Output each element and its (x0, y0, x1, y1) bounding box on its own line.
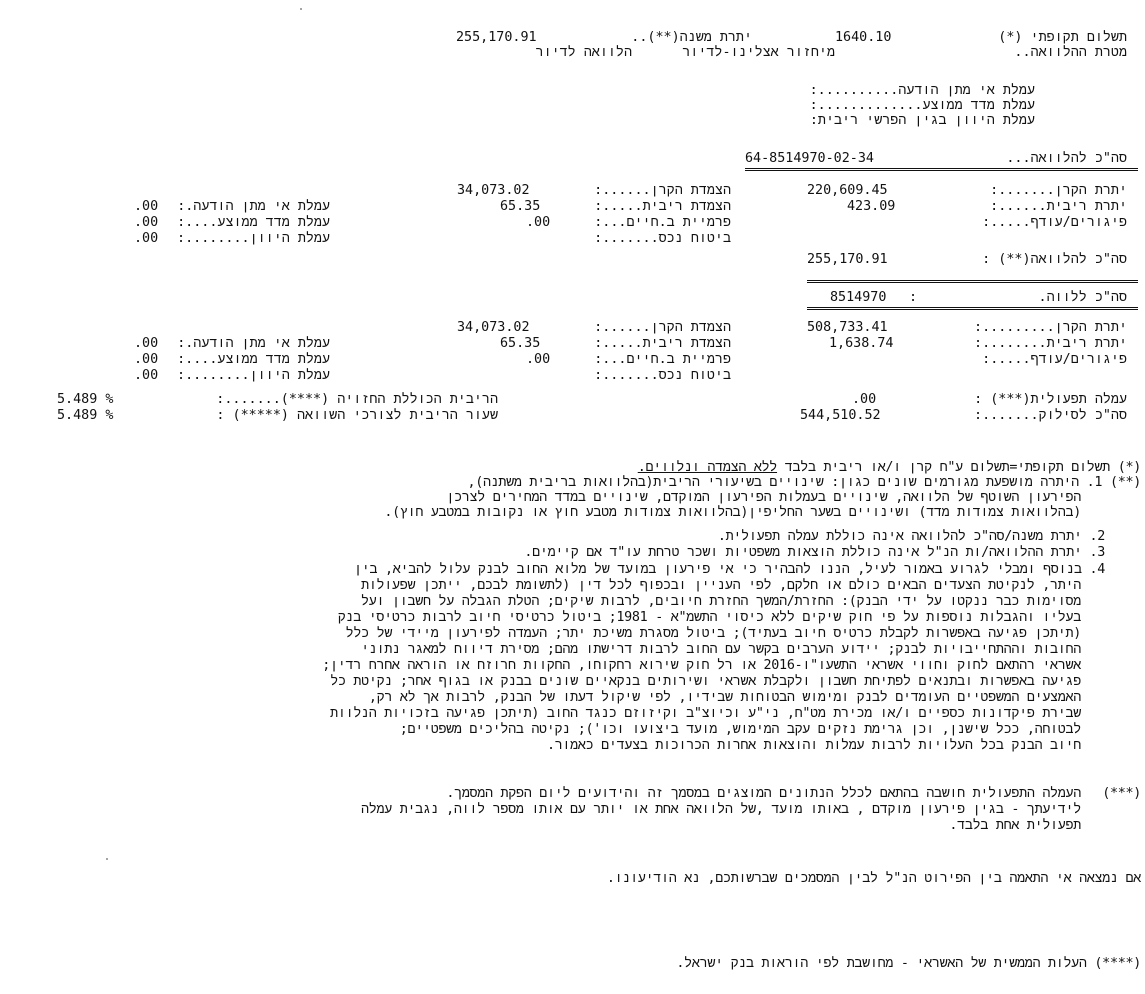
loan-left-avg-index-value: .00 (134, 215, 159, 230)
loan-mid-principal-idx-label: הצמדת הקרן......: (594, 183, 731, 198)
loan-mid-life-ins-value: .00 (526, 215, 551, 230)
double-rule (745, 168, 1138, 171)
scan-speck (300, 8, 302, 10)
borrower-mid-life-ins-value: .00 (526, 352, 551, 367)
note-4-line: מסוימות כבר ננקטו על ידי הבנק): החזרת/המשך החזרת חיובים, לרבות שיקים; הטלת הגבלה על חשבון ועל (361, 594, 1081, 609)
borrower-left-spread-label: עמלת היוון........: (177, 368, 330, 383)
note-4-line: שבירת פיקדונות כספיים ו/או מכירת מט"ח, ני"ע וכיוצ"ב וקיזוזם כנגד החוב (תיתכן פגיעה בזכויות הנלוות (330, 706, 1081, 721)
borrower-mid-life-ins-label: פרמיית ב.חיים...: (594, 352, 731, 367)
note-3star-line: העמלה התפעולית חושבה בהתאם לכלל הנתונים המוצגים במסמך זה והידועים ליום הפקת המסמך. (446, 786, 1081, 801)
loan-left-no-notice-label: עמלת אי מתן הודעה.: (177, 199, 330, 214)
loan-total-with-change-label: סה"כ להלוואה(**) : (982, 252, 1127, 267)
comparison-rate-label: שעור הריבית לצורכי השוואה (*****) : (216, 408, 498, 423)
loan-left-avg-index-label: עמלת מדד ממוצע....: (177, 215, 330, 230)
loan-mid-interest-idx-value: 65.35 (500, 199, 541, 214)
borrower-left-avg-index-label: עמלת מדד ממוצע....: (177, 352, 330, 367)
borrower-left-no-notice-value: .00 (134, 336, 159, 351)
note-3star-line: תפעולית אחת בלבד. (949, 818, 1081, 833)
operational-fee-value: .00 (852, 392, 877, 407)
change-balance-value: 255,170.91 (456, 30, 537, 45)
note-star1 (638, 460, 1141, 475)
loan-mid-principal-idx-value: 34,073.02 (457, 183, 530, 198)
borrower-interest-value: 1,638.74 (829, 336, 894, 351)
note-4-line: חיוב הבנק בכל העלויות לרבות עמלות והוצאות אחרות הכרוכות בצעדים כאמור. (546, 738, 1081, 753)
borrower-left-avg-index-value: .00 (134, 352, 159, 367)
loan-arrears-label: פיגורים/עודף.....: (982, 215, 1127, 230)
borrower-left-spread-value: .00 (134, 368, 159, 383)
note-3star-line: לידיעתך - בגין פירעון מוקדם , באותו מועד ,של הלוואה אחת או יותר עם אותו מספר לווה, נגבית עמלה (361, 802, 1081, 817)
borrower-interest-label: יתרת ריבית........: (974, 336, 1127, 351)
loan-left-no-notice-value: .00 (134, 199, 159, 214)
loan-principal-value: 220,609.45 (807, 183, 888, 198)
loan-left-spread-value: .00 (134, 231, 159, 246)
change-balance-label: יתרת משנה(**).. (631, 30, 752, 45)
note-4-line: אשראי רהתאם לחוק וחווי אשראי התשעו"ו-2016 או רל חוק שירוא רחקוחו, החקוות חרוזח או הוראה אחרח רדין; (322, 658, 1081, 673)
loan-mid-interest-idx-label: הצמדת ריבית.....: (594, 199, 731, 214)
note-4-line: בעליו והגבלות נוספות על פי חוק שיקים ללא כיסוי התשמ"א - 1981; ביטול כרטיסי חיוב לרבות כרטיסי בנק (337, 610, 1081, 625)
payoff-total-label: סה"כ לסילוק.......: (974, 408, 1127, 423)
double-rule (807, 280, 1138, 283)
note-4-line: לבטוחה, ככל שישנן, וכן גרימת נזקים עקב המימוש, מועד ביצועו וכו'); נקיטה בהליכים משפטיים; (399, 722, 1081, 737)
note-3: 3. יתרת ההלוואה/ות הנ"ל אינה כוללת הוצאות משפטיות ושכר טרחת עו"ד אם קיימים. (524, 545, 1105, 560)
borrower-total-label: סה"כ ללווה. (1038, 290, 1127, 305)
periodic-payment-label: תשלום תקופתי (*) (998, 30, 1127, 45)
loan-type: הלוואה לדיור (535, 45, 632, 60)
borrower-mid-interest-idx-value: 65.35 (500, 336, 541, 351)
mismatch-notice: אם נמצאה אי התאמה בין הפירוט הנ"ל לבין המסמכים שברשותכם, נא הודיעונו. (606, 871, 1141, 886)
double-rule (807, 307, 1138, 310)
expected-rate-value: 5.489 % (57, 392, 114, 407)
note-star1-text: (*) תשלום תקופתי=תשלום ע"ח קרן ו/או ריבית בלבד (777, 460, 1141, 475)
loan-purpose-value: מיחזור אצלינו-לדיור (682, 45, 835, 60)
note-star1-underlined: ללא הצמדה ונלווים. (637, 460, 778, 475)
expected-rate-label: הריבית הכוללת החזויה (****).......: (216, 392, 498, 407)
loan-account-number: 64-8514970-02-34 (745, 151, 874, 166)
note-1-line-3: (בהלוואות צמודות מדד) ושינויים בשער החליפין(בהלוואות צמודות מטבע חוץ או נקובות במטבע חוץ). (384, 505, 1081, 520)
periodic-payment-value: 1640.10 (835, 30, 892, 45)
note-3star-marker: (***) (1102, 786, 1141, 801)
borrower-principal-label: יתרת הקרן.........: (974, 320, 1127, 335)
operational-fee-label: עמלה תפעולית(***) : (974, 392, 1127, 407)
loan-total-label: סה"כ להלוואה... (1006, 151, 1127, 166)
borrower-mid-principal-idx-value: 34,073.02 (457, 320, 530, 335)
loan-principal-label: יתרת הקרן.......: (990, 183, 1127, 198)
borrower-arrears-label: פיגורים/עודף.....: (982, 352, 1127, 367)
note-1-line-2: הפירעון השוטף של הלוואה, שינויים בעמלות הפירעון המוקדם, שינויים במדד המחירים לצרכן (446, 490, 1081, 505)
note-1-line-1: (**) 1. היתרה מושפעת מגורמים שונים כגון: שינויים בשיעורי הריבית(בהלוואות בריבית משתנה), (467, 475, 1141, 490)
borrower-mid-property-ins-label: ביטוח נכס.......: (594, 368, 731, 383)
borrower-mid-principal-idx-label: הצמדת הקרן......: (594, 320, 731, 335)
fee-no-notice-label: עמלת אי מתן הודעה..........: (809, 83, 1035, 98)
loan-interest-value: 423.09 (847, 199, 896, 214)
loan-mid-life-ins-label: פרמיית ב.חיים...: (594, 215, 731, 230)
borrower-principal-value: 508,733.41 (807, 320, 888, 335)
note-2: 2. יתרת משנה/סה"כ להלוואה אינה כוללת עמלה תפעולית. (717, 529, 1105, 544)
payoff-total-value: 544,510.52 (800, 408, 881, 423)
loan-purpose-label: מטרת ההלוואה.. (1014, 45, 1127, 60)
loan-interest-label: יתרת ריבית......: (990, 199, 1127, 214)
note-4-line: היתר, לנקיטת הצעדים הבאים כולם או חלקם, לפי העניין ובכפוף לכל דין (לתשומת לבכם, ייתכן שפעולות (361, 578, 1081, 593)
borrower-left-no-notice-label: עמלת אי מתן הודעה.: (177, 336, 330, 351)
comparison-rate-value: 5.489 % (57, 408, 114, 423)
note-4-line: האמצעים המשפטיים העומדים לבנק ומימוש הבטוחות שבידיו, לפי שיקול דעתו של הבנק, לרבות אך לא רק, (368, 690, 1081, 705)
scan-speck (106, 858, 108, 860)
borrower-number: 8514970 (830, 290, 887, 305)
note-4-line: 4. בנוסף ומבלי לגרוע באמור לעיל, הננו להבהיר כי אי פירעון במועד של מלוא החוב לבנק עלול להביא, בין (354, 562, 1105, 577)
loan-total-with-change-value: 255,170.91 (807, 252, 888, 267)
loan-left-spread-label: עמלת היוון........: (177, 231, 330, 246)
borrower-colon: : (908, 290, 917, 305)
note-4-line: פגיעה באפשרות ובתנאים לפתיחת חשבון ולקבלת אשראי ושירותים בנקאיים שונים בבנק או בגוף אחר; נקיטת כל (330, 674, 1081, 689)
borrower-mid-interest-idx-label: הצמדת ריבית.....: (594, 336, 731, 351)
note-4-line: (תיתכן פגיעה באפשרות לקבלת כרטיס חיוב בעתיד); ביטול מסגרת משיכת יתר; העמדה לפירעון מיידי של כלל (345, 626, 1081, 641)
note-4-line: החובות וההתחייבויות לבנק; יידוע הערבים בקשר עם החוב לרבות דרישתו מהם; מסירת דיווח למאגר נתוני (361, 642, 1081, 657)
fee-spread-label: עמלת היוון בגין הפרשי ריבית: (809, 113, 1035, 128)
note-star4: (****) העלות הממשית של האשראי - מחושבת לפי הוראות בנק ישראל. (676, 956, 1141, 971)
loan-mid-property-ins-label: ביטוח נכס.......: (594, 231, 731, 246)
fee-avg-index-label: עמלת מדד ממוצע.............: (809, 98, 1035, 113)
